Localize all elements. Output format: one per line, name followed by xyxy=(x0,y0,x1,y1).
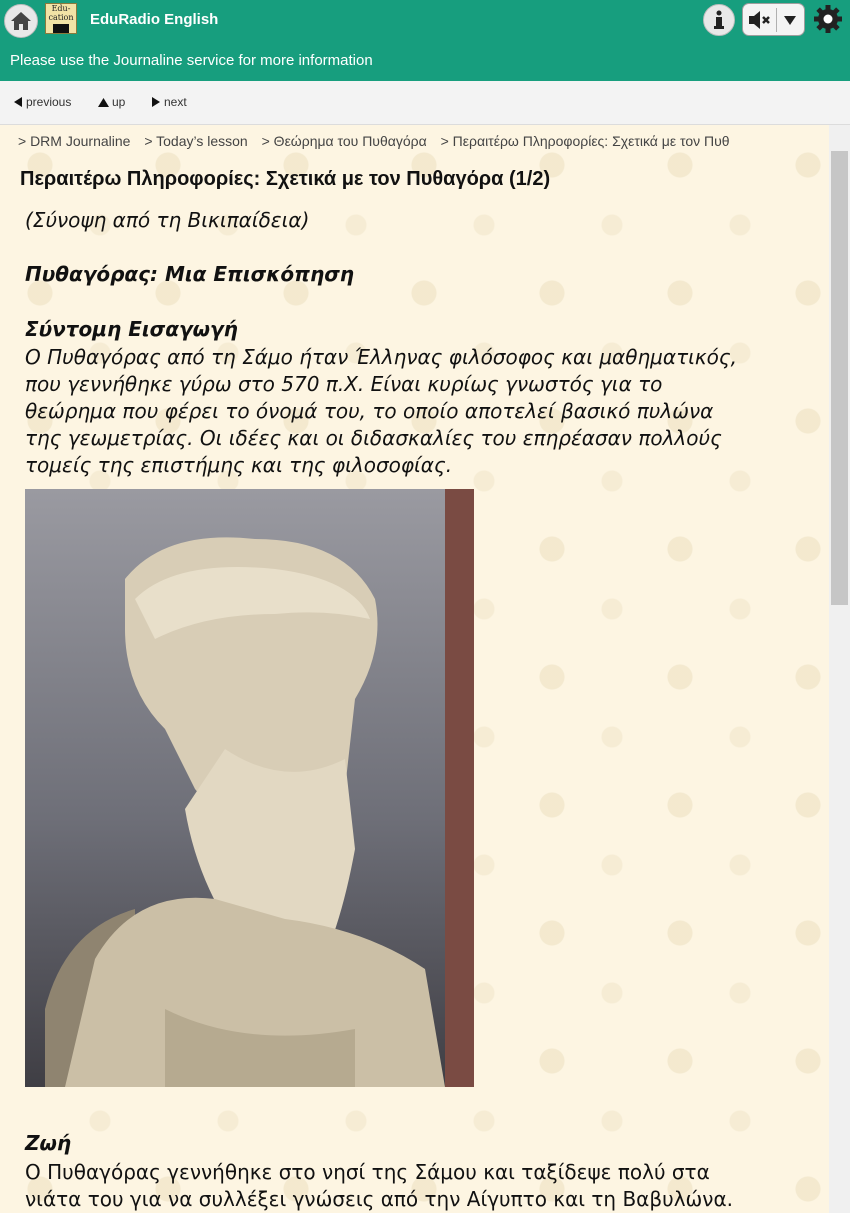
triangle-up-icon xyxy=(98,97,109,107)
life-line: Ο Πυθαγόρας γεννήθηκε στο νησί της Σάμου και ταξίδεψε πολύ στα xyxy=(25,1160,710,1184)
article-heading: Πυθαγόρας: Μια Επισκόπηση xyxy=(25,262,355,286)
triangle-left-icon xyxy=(13,97,23,107)
info-icon xyxy=(712,10,726,30)
scrollbar-thumb[interactable] xyxy=(831,151,848,605)
life-paragraph xyxy=(25,1159,815,1213)
gear-icon xyxy=(813,4,843,34)
breadcrumb-item-pythagorean-theorem[interactable]: > Θεώρημα του Πυθαγόρα xyxy=(261,133,427,149)
logo-text-line2: cation xyxy=(48,13,74,22)
intro-line: τομείς της επιστήμης και της φιλοσοφίας. xyxy=(25,453,453,477)
intro-line: που γεννήθηκε γύρω στο 570 π.Χ. Είναι κυρίως γνωστός για το xyxy=(25,372,663,396)
intro-paragraph xyxy=(25,344,815,479)
journaline-content[interactable] xyxy=(0,125,829,1213)
source-note: (Σύνοψη από τη Βικιπαίδεια) xyxy=(25,208,310,232)
graduation-cap-icon xyxy=(53,24,69,33)
home-icon xyxy=(10,11,32,31)
dropdown-arrow-icon[interactable] xyxy=(783,14,797,26)
app-title: EduRadio English xyxy=(90,11,219,28)
header-subtitle: Please use the Journaline service for more information xyxy=(10,52,373,69)
vertical-scrollbar[interactable] xyxy=(829,125,850,1213)
previous-label: previous xyxy=(26,95,72,109)
home-button[interactable] xyxy=(4,4,38,38)
next-button[interactable] xyxy=(151,95,187,109)
volume-control[interactable] xyxy=(742,3,805,36)
breadcrumb xyxy=(18,133,740,149)
app-header xyxy=(0,0,850,81)
life-heading: Ζωή xyxy=(25,1131,72,1155)
intro-line: θεώρημα που φέρει το όνομά του, το οποίο αποτελεί βασικό πυλώνα xyxy=(25,399,714,423)
breadcrumb-item-todays-lesson[interactable]: > Today’s lesson xyxy=(144,133,248,149)
settings-button[interactable] xyxy=(813,4,843,34)
intro-line: της γεωμετρίας. Οι ιδέες και οι διδασκαλίες του επηρέασαν πολλούς xyxy=(25,426,722,450)
breadcrumb-item-current[interactable]: > Περαιτέρω Πληροφορίες: Σχετικά με τον Πυθ xyxy=(440,133,730,149)
logo-text-line1: Edu- xyxy=(51,4,71,13)
info-button[interactable] xyxy=(703,4,735,36)
navigation-bar xyxy=(0,81,850,125)
speaker-mute-icon[interactable] xyxy=(747,9,773,31)
next-label: next xyxy=(164,95,187,109)
up-label: up xyxy=(112,95,126,109)
intro-heading: Σύντομη Εισαγωγή xyxy=(25,317,238,341)
intro-line: Ο Πυθαγόρας από τη Σάμο ήταν Έλληνας φιλόσοφος και μαθηματικός, xyxy=(25,345,737,369)
triangle-right-icon xyxy=(151,97,161,107)
app-logo xyxy=(45,3,77,34)
bust-illustration xyxy=(25,489,474,1087)
previous-button[interactable] xyxy=(13,95,71,109)
pythagoras-bust-image xyxy=(25,489,474,1087)
breadcrumb-item-drm-journaline[interactable]: > DRM Journaline xyxy=(18,133,131,149)
page-title: Περαιτέρω Πληροφορίες: Σχετικά με τον Πυθαγόρα (1/2) xyxy=(20,168,551,190)
divider xyxy=(776,8,777,32)
up-button[interactable] xyxy=(98,95,125,109)
life-line: νιάτα του για να συλλέξει γνώσεις από την Αίγυπτο και τη Βαβυλώνα. xyxy=(25,1187,733,1211)
